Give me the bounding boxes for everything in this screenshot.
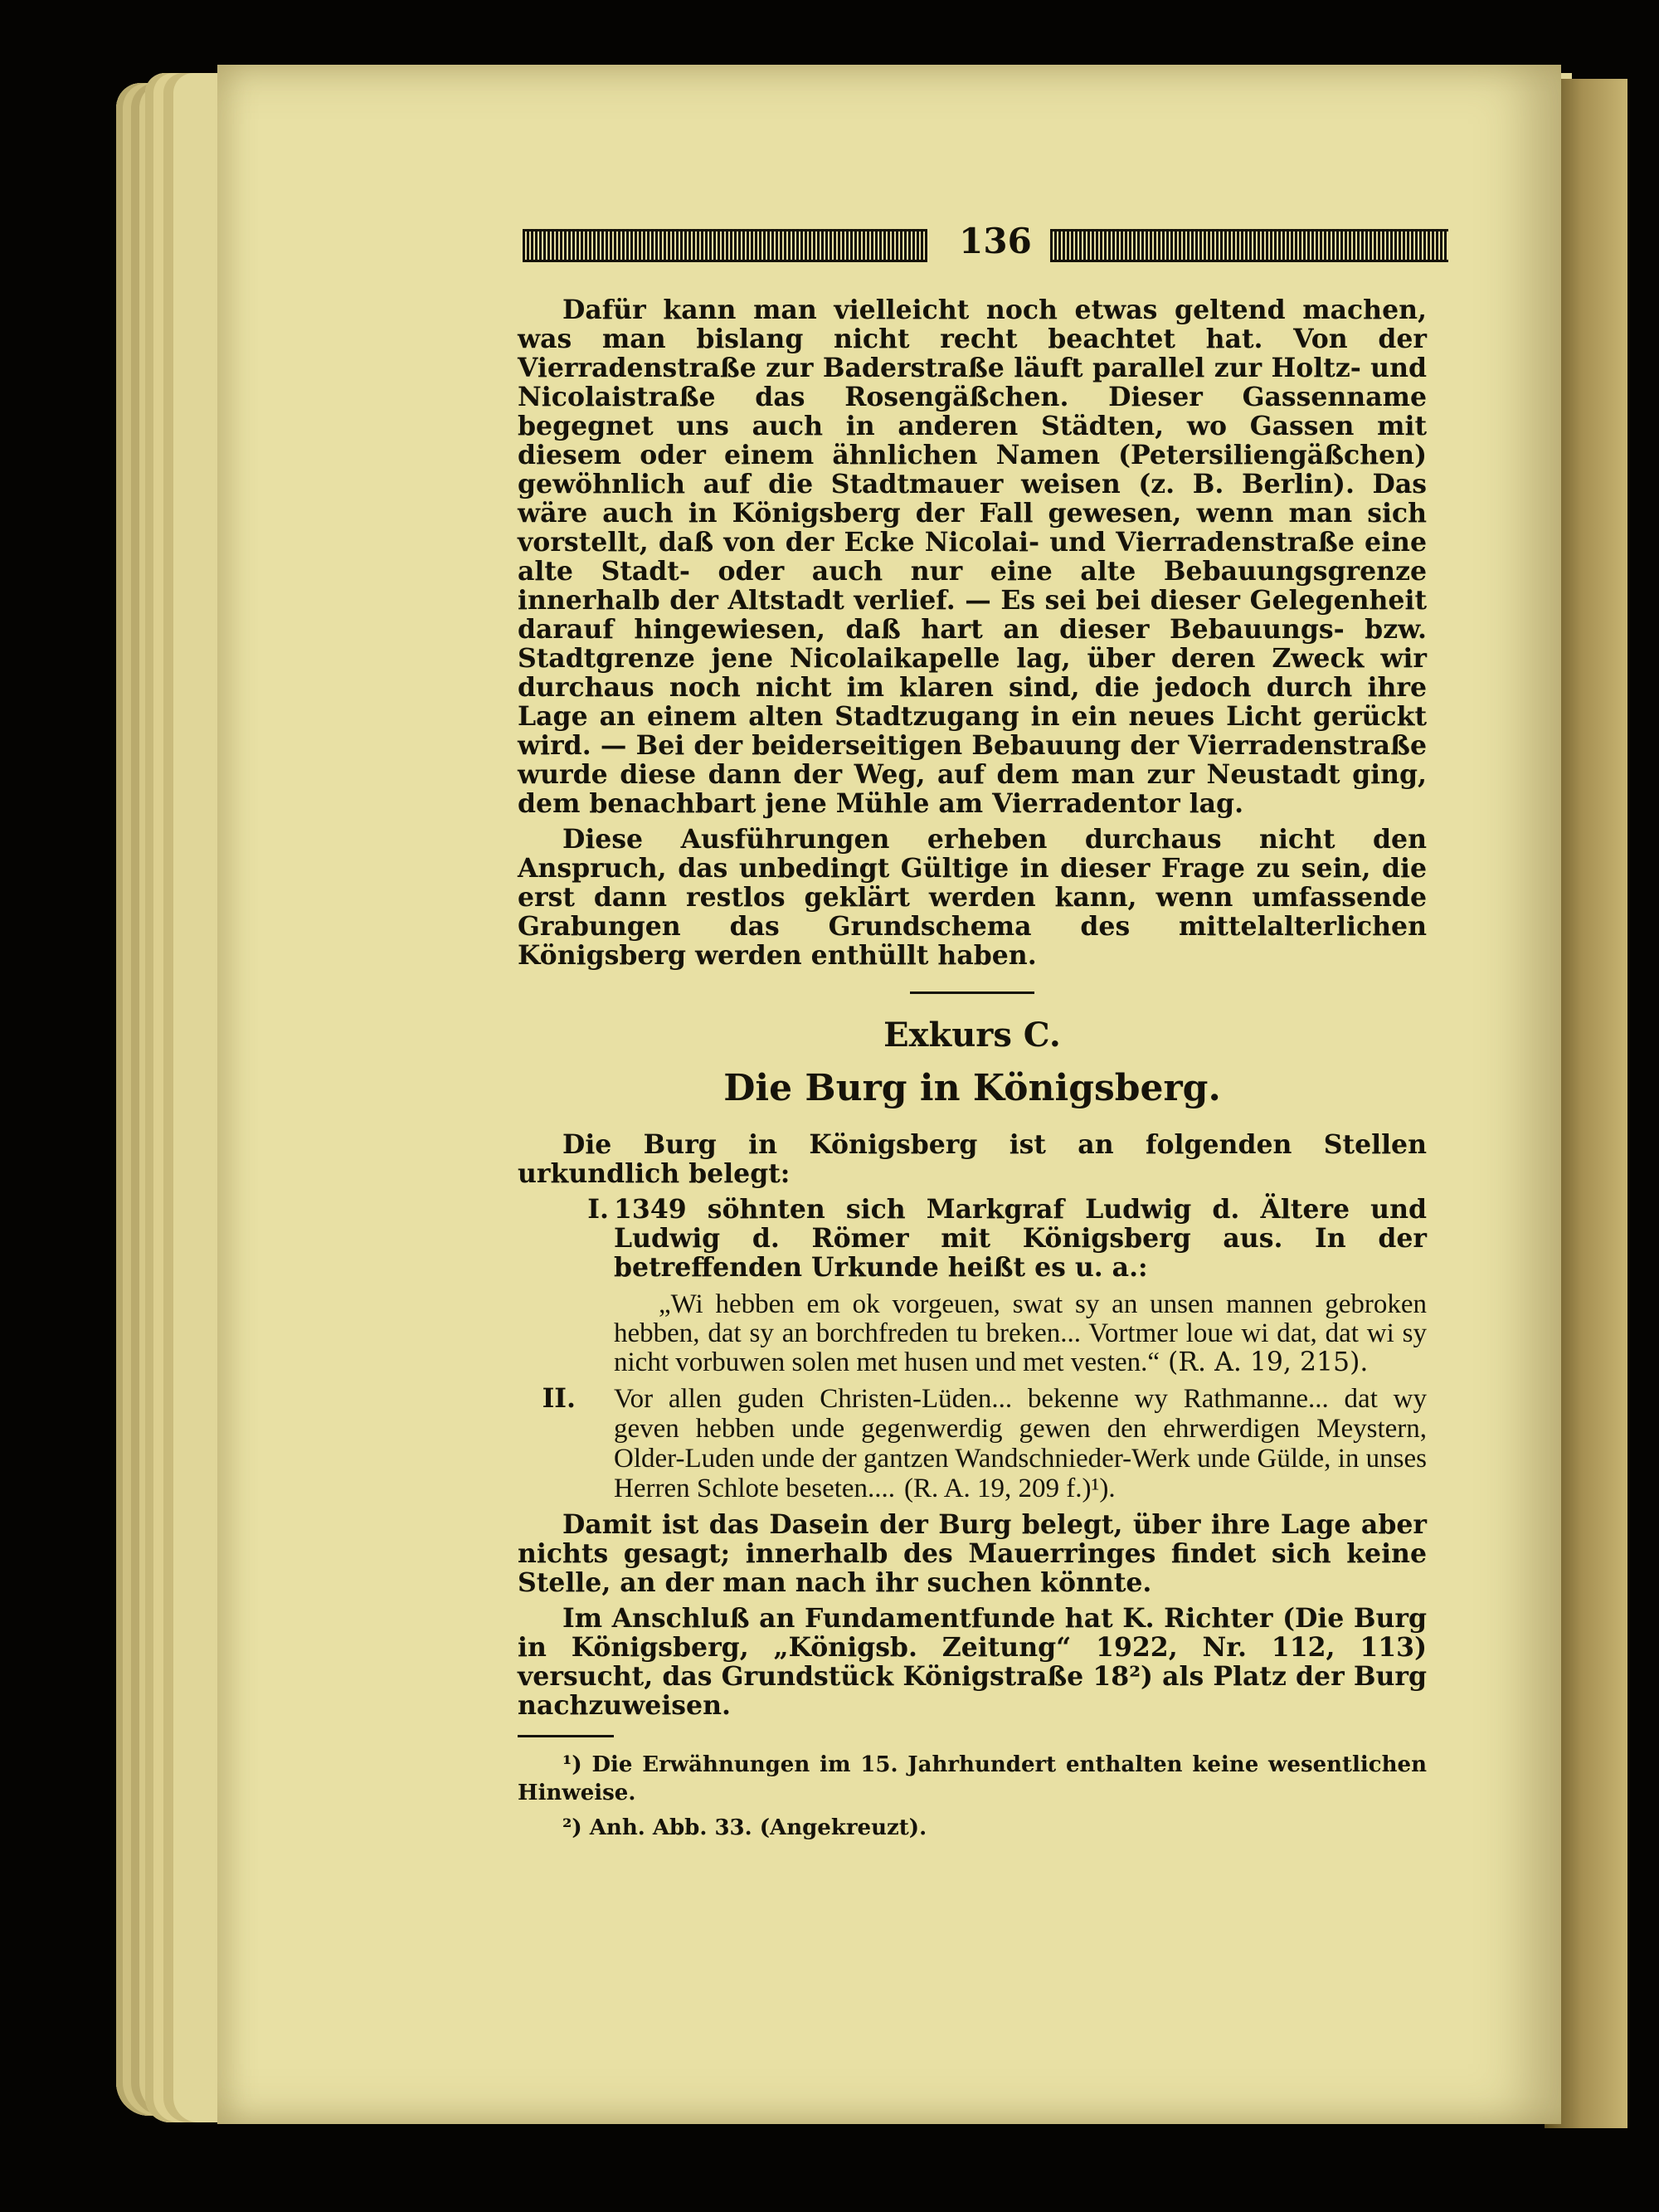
header-rule-right: [1050, 229, 1448, 262]
paragraph: Diese Ausführungen erheben durchaus nicht den Anspruch, das unbedingt Gültige in dieser Frage zu sein, die erst dann restlos geklärt werden kann, wenn umfassende Grabungen das Grundschema des mittelalterlichen Königsberg werden enthüllt haben.: [518, 824, 1427, 971]
quote-reference: (R. A. 19, 209 f.)¹).: [904, 1474, 1116, 1503]
paragraph: Dafür kann man vielleicht noch etwas geltend machen, was man bislang nicht recht beachtet hat. Von der Vierradenstraße zur Baderstraße läuft parallel zur Holtz- und Nicolaistraße das Rosengäßchen. Dieser Gassenname begegnet uns auch in anderen Städten, wo Gassen mit diesem oder einem ähnlichen Namen (Petersiliengäßchen) gewöhnlich auf die Stadtmauer weisen (z. B. Berlin). Das wäre auch in Königsberg der Fall gewesen, wenn man sich vorstellt, daß von der Ecke Nicolai- und Vierradenstraße eine alte Stadt- oder auch nur eine alte Bebauungsgrenze innerhalb der Altstadt verlief. — Es sei bei dieser Gelegenheit darauf hingewiesen, daß hart an dieser Bebauungs- bzw. Stadtgrenze jene Nicolaikapelle lag, über deren Zweck wir durchaus noch nicht im klaren sind, die jedoch durch ihre Lage an einem alten Stadtzugang in ein neues Licht gerückt wird. — Bei der beiderseitigen Bebauung der Vierradenstraße wurde diese dann der Weg, auf dem man zur Neustadt ging, dem benachbart jene Mühle am Vierradentor lag.: [518, 295, 1427, 819]
list-item-number: I.: [587, 1194, 609, 1225]
page-header: [523, 221, 1448, 262]
footnote: ¹) Die Erwähnungen im 15. Jahrhundert enthalten keine wesentlichen Hinweise.: [518, 1752, 1427, 1805]
list-item-text: Vor allen guden Christen-Lüden... bekenne wy Rathmanne... dat wy geven hebben unde gegenwerdig gewen den ehrwerdigen Meystern, Older-Luden unde der gantzen Wandschnieder-Werk unde Gülde, in unses Herren Schlote beseten....: [614, 1384, 1427, 1503]
paragraph: Im Anschluß an Fundamentfunde hat K. Richter (Die Burg in Königsberg, „Königsb. Zeitung“ 1922, Nr. 112, 113) versucht, das Grundstück Königstraße 18²) als Platz der Burg nachzuweisen.: [518, 1603, 1427, 1721]
page-number: 136: [959, 221, 1032, 261]
excurs-intro: Die Burg in Königsberg ist an folgenden Stellen urkundlich belegt:: [518, 1129, 1427, 1189]
excurs-subtitle: Die Burg in Königsberg.: [723, 1067, 1221, 1109]
list-item-1: [518, 1195, 1427, 1282]
quote-text: „Wi hebben em ok vorgeuen, swat sy an unsen mannen gebroken hebben, dat sy an borchfreden tu breken... Vortmer loue wi dat, dat wi sy nicht vorbuwen solen met husen und met vesten.“: [614, 1289, 1427, 1377]
section-divider: [910, 992, 1034, 994]
footnote-divider: [518, 1735, 614, 1737]
quote-reference: (R. A. 19, 215).: [1168, 1347, 1369, 1377]
footnote: ²) Anh. Abb. 33. (Angekreuzt).: [562, 1815, 927, 1840]
list-item-text: 1349 söhnten sich Markgraf Ludwig d. Ältere und Ludwig d. Römer mit Königsberg aus. In der betreffenden Urkunde heißt es u. a.:: [614, 1194, 1427, 1283]
document-quote: [614, 1290, 1427, 1377]
page-body: [518, 295, 1427, 1849]
paragraph: Damit ist das Dasein der Burg belegt, über ihre Lage aber nichts gesagt; innerhalb des Mauerringes findet sich keine Stelle, an der man nach ihr suchen könnte.: [518, 1509, 1427, 1598]
list-item-2: [518, 1384, 1427, 1503]
excurs-title: Exkurs C.: [883, 1016, 1061, 1055]
list-item-number: II.: [542, 1383, 576, 1414]
header-rule-left: [523, 229, 927, 262]
